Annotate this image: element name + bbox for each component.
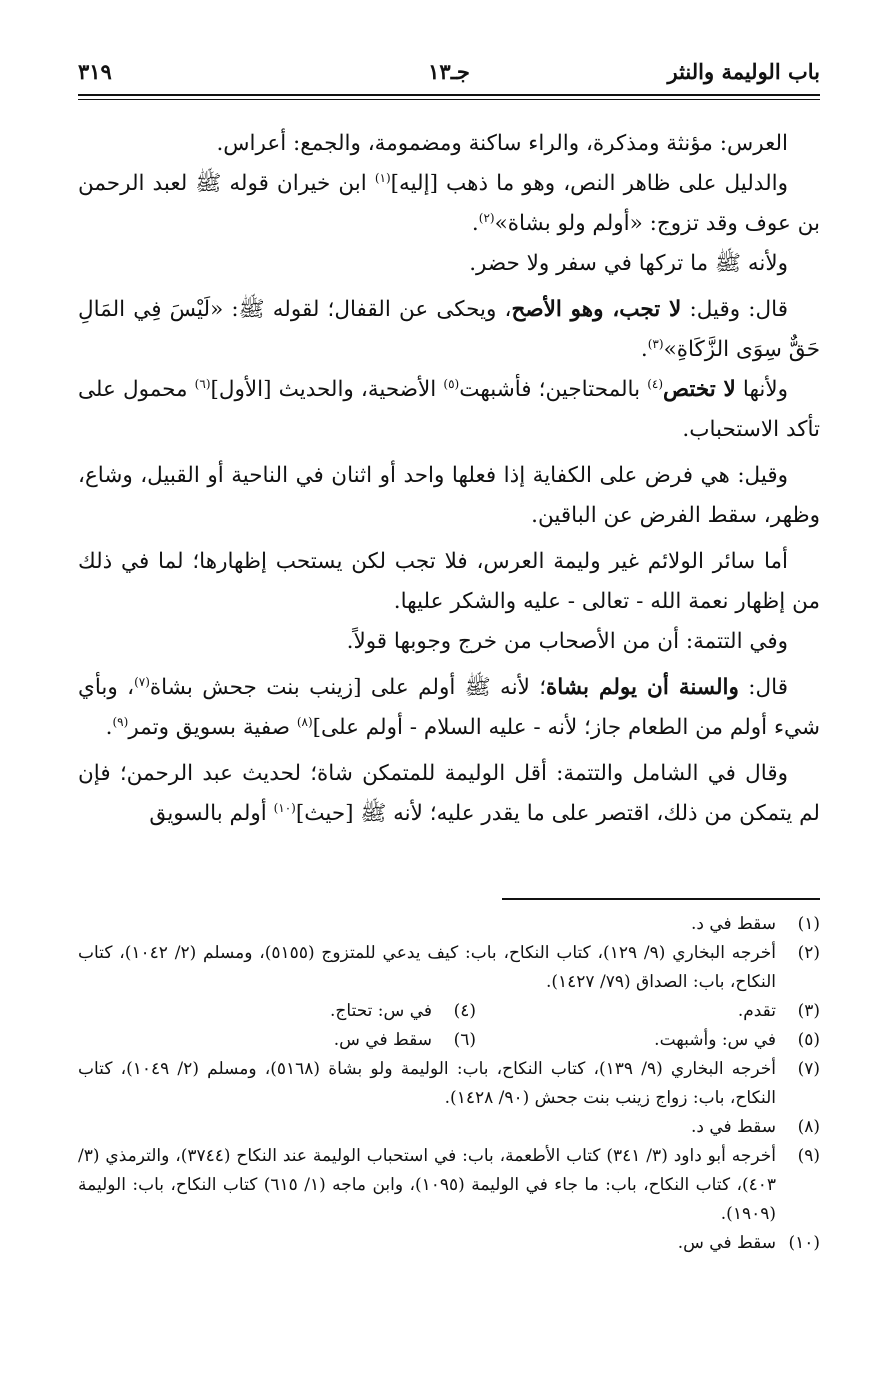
page-number: ٣١٩	[78, 59, 112, 84]
footnote-text: سقط في س.	[333, 1030, 432, 1050]
volume-label: جـ١٣	[428, 59, 470, 84]
footnote-row-5-6	[78, 1026, 820, 1055]
text-run: وقال في الشامل والتتمة: أقل الوليمة للمتمكن شاة؛ لحديث عبد الرحمن؛ فإن لم يتمكن من ذلك، اقتصر على ما يقدر عليه؛ لأنه ﷺ [حيث]	[78, 761, 820, 826]
footnote-number: (٨)	[797, 1117, 820, 1137]
text-run: ابن خيران قوله ﷺ لعبد الرحمن بن عوف وقد تزوج: «أولم ولو بشاة»	[78, 171, 820, 236]
text-run: ، وبأي شيء أولم من الطعام جاز؛ لأنه - عليه السلام - أولم على]	[78, 675, 820, 740]
chapter-title: باب الوليمة والنثر	[667, 59, 820, 84]
footnote-ref-4[interactable]: (٤)	[647, 376, 664, 391]
footnote-text: أخرجه البخاري (٩/ ١٣٩)، كتاب النكاح، باب: الوليمة ولو بشاة (٥١٦٨)، ومسلم (٢/ ١٠٤٩)، كتاب النكاح، باب: زواج زينب بنت جحش (٩٠/ ١٤٢٨).	[78, 1059, 777, 1108]
footnote-number: (٩)	[797, 1146, 820, 1166]
footnote-8	[78, 1113, 820, 1142]
footnote-ref-2[interactable]: (٢)	[478, 210, 495, 225]
footnote-number: (٢)	[797, 943, 820, 963]
paragraph-sheep	[78, 668, 820, 748]
text-run: قال: وقيل:	[681, 297, 788, 322]
paragraph-evidence	[78, 164, 820, 244]
text-run: ولأنها	[735, 377, 788, 402]
footnote-ref-1[interactable]: (١)	[374, 170, 391, 185]
paragraph-communal-duty	[78, 456, 820, 536]
footnote-ref-9[interactable]: (٩)	[112, 714, 129, 729]
text-run: بالمحتاجين؛ فأشبهت	[459, 377, 648, 402]
footnote-text: سقط في د.	[690, 1117, 776, 1137]
paragraph-not-obligatory	[78, 290, 820, 370]
footnote-7	[78, 1055, 820, 1113]
footnote-row-3-4	[78, 997, 820, 1026]
text-run: والدليل على ظاهر النص، وهو ما ذهب [إليه]	[390, 171, 788, 196]
header-rule-thin	[78, 99, 820, 100]
bold-text-run: لا تختص	[663, 377, 736, 402]
footnote-ref-8[interactable]: (٨)	[296, 714, 313, 729]
footnote-text: سقط في د.	[690, 914, 776, 934]
footnote-10	[78, 1229, 820, 1258]
footnote-number: (٦)	[453, 1030, 476, 1050]
footnote-number: (١٠)	[788, 1233, 820, 1253]
main-text	[78, 124, 820, 834]
footnote-separator	[502, 898, 820, 900]
text-run: .	[105, 715, 113, 740]
running-header	[78, 55, 820, 91]
text-run: .	[471, 211, 479, 236]
footnote-text: سقط في س.	[677, 1233, 776, 1253]
text-run: الأضحية، والحديث [الأول]	[210, 377, 444, 402]
footnote-ref-6[interactable]: (٦)	[194, 376, 211, 391]
footnote-4	[132, 997, 476, 1026]
text-run: محمول على تأكد الاستحباب.	[78, 377, 820, 442]
header-rule-thick	[78, 94, 820, 96]
footnote-ref-3[interactable]: (٣)	[647, 336, 664, 351]
text-run: ولأنه ﷺ ما تركها في سفر ولا حضر.	[469, 251, 788, 276]
paragraph-minimum	[78, 754, 820, 834]
text-run: العرس: مؤنثة ومذكرة، والراء ساكنة ومضمومة، والجمع: أعراس.	[216, 131, 788, 156]
text-run: وفي التتمة: أن من الأصحاب من خرج وجوبها قولاً.	[346, 629, 788, 654]
footnote-1	[78, 910, 820, 939]
footnote-text: أخرجه أبو داود (٣/ ٣٤١) كتاب الأطعمة، باب: في استحباب الوليمة عند النكاح (٣٧٤٤)، والترمذي (٣/ ٤٠٣)، كتاب النكاح، باب: ما جاء في الوليمة (١٠٩٥)، وابن ماجه (١/ ٦١٥) كتاب النكاح، باب: الوليمة (١٩٠٩).	[78, 1146, 777, 1224]
footnote-text: في س: وأشبهت.	[654, 1030, 776, 1050]
bold-text-run: لا تجب، وهو الأصح	[511, 297, 682, 322]
footnotes	[78, 910, 820, 1258]
paragraph-definition	[78, 124, 820, 164]
text-run: قال:	[738, 675, 788, 700]
text-run: ، ويحكى عن القفال؛ لقوله ﷺ: «لَيْسَ فِي المَالِ حَقٌّ سِوَى الزَّكَاةِ»	[78, 297, 820, 362]
paragraph-other-feasts	[78, 542, 820, 622]
footnote-text: تقدم.	[737, 1001, 776, 1021]
text-run: .	[640, 337, 648, 362]
paragraph-tatimma	[78, 622, 820, 662]
footnote-2	[78, 939, 820, 997]
paragraph-not-exclusive	[78, 370, 820, 450]
bold-text-run: والسنة أن يولم بشاة	[546, 675, 739, 700]
footnote-5	[476, 1026, 820, 1055]
footnote-ref-7[interactable]: (٧)	[134, 674, 150, 689]
footnote-text: في س: تحتاج.	[330, 1001, 432, 1021]
footnote-ref-10[interactable]: (١٠)	[273, 800, 296, 815]
text-run: وقيل: هي فرض على الكفاية إذا فعلها واحد أو اثنان في الناحية أو القبيل، وشاع، وظهر، سقط الفرض عن الباقين.	[78, 463, 820, 528]
footnote-number: (٤)	[453, 1001, 476, 1021]
footnote-number: (٥)	[797, 1030, 820, 1050]
footnote-text: أخرجه البخاري (٩/ ١٢٩)، كتاب النكاح، باب: كيف يدعي للمتزوج (٥١٥٥)، ومسلم (٢/ ١٠٤٢)، كتاب النكاح، باب: الصداق (٧٩/ ١٤٢٧).	[78, 943, 777, 992]
footnote-9	[78, 1142, 820, 1229]
footnote-number: (٣)	[797, 1001, 820, 1021]
footnote-6	[132, 1026, 476, 1055]
footnote-number: (٧)	[797, 1059, 820, 1079]
footnote-number: (١)	[797, 914, 820, 934]
footnote-3	[476, 997, 820, 1026]
text-run: ؛ لأنه ﷺ أولم على [زينب بنت جحش بشاة	[149, 675, 547, 700]
footnote-ref-5[interactable]: (٥)	[443, 376, 460, 391]
paragraph-travel	[78, 244, 820, 284]
text-run: أولم بالسويق	[149, 801, 274, 826]
text-run: صفية بسويق وتمر	[128, 715, 297, 740]
text-run: أما سائر الولائم غير وليمة العرس، فلا تجب لكن يستحب إظهارها؛ لما في ذلك من إظهار نعمة الله - تعالى - عليه والشكر عليها.	[78, 549, 820, 614]
